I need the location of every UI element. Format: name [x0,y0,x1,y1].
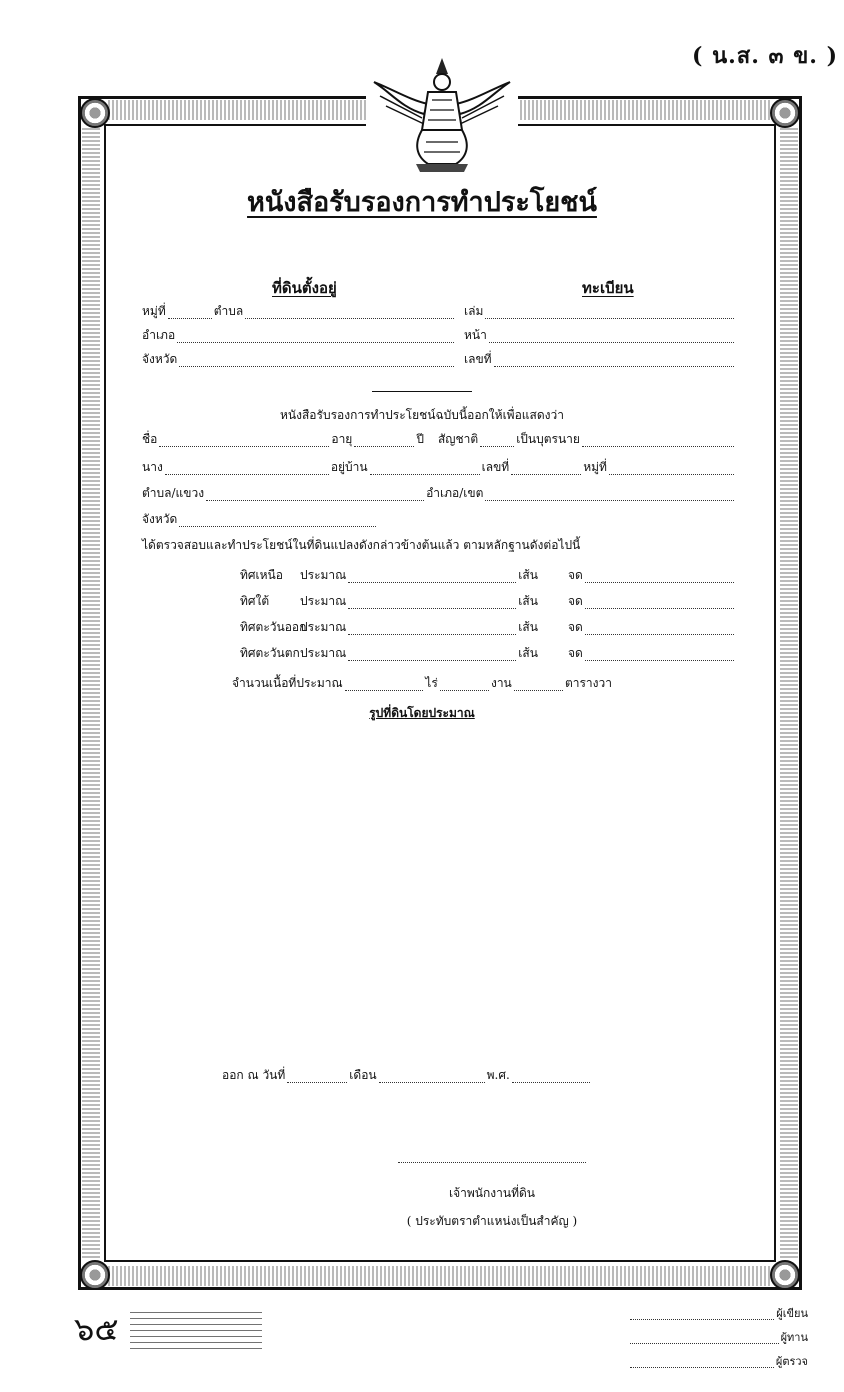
boundary-direction: ทิศตะวันออก [240,620,307,634]
inspector-label: ผู้ตรวจ [775,1355,808,1368]
signature-note: ( ประทับตราตำแหน่งเป็นสำคัญ ) [406,1214,578,1228]
issue-year-field[interactable] [512,1071,590,1083]
house-no-field[interactable] [511,463,581,475]
moo-field[interactable] [609,463,734,475]
inspection-text: ได้ตรวจสอบและทำประโยชน์ในที่ดินแปลงดังกล่าวข้างต้นแล้ว ตามหลักฐานดังต่อไปนี้ [142,538,581,552]
boundary-row [240,644,736,663]
boundary-unit: เส้น [518,568,538,582]
house-field[interactable] [370,463,480,475]
decorative-lines [130,1312,262,1354]
father-field[interactable] [582,435,734,447]
footer-writer-row [628,1304,808,1322]
signature-role: เจ้าพนักงานที่ดิน [449,1186,535,1200]
boundary-row [240,618,736,637]
land-map-area[interactable] [150,730,730,1050]
boundary-adjacent-label: จด [567,620,583,634]
number-label: เลขที่ [464,352,492,366]
boundary-row [240,566,736,585]
area-rai-field[interactable] [345,679,424,691]
writer-field[interactable] [630,1308,774,1320]
footer-inspector-row [628,1352,808,1370]
owner-row-province [142,510,378,529]
area-sqwa-field[interactable] [514,679,563,691]
ethnicity-label: สัญชาติ [437,432,479,446]
boundary-unit: เส้น [518,646,538,660]
inner-border [104,124,776,1262]
year-be-label: พ.ศ. [486,1068,510,1082]
footer-checker-row [628,1328,808,1346]
left-ornament-band [82,128,100,1258]
name-field[interactable] [159,435,329,447]
issue-date-row [222,1066,592,1085]
inspector-field[interactable] [630,1356,774,1368]
document-title: หนังสือรับรองการทำประโยชน์ [247,187,597,218]
boundary-approx-label: ประมาณ [300,568,347,582]
certificate-intro: หนังสือรับรองการทำประโยชน์ฉบับนี้ออกให้เพื่อแสดงว่า [280,408,564,422]
boundary-length-field[interactable] [348,623,516,635]
owner-subdistrict-field[interactable] [206,489,424,501]
father-label: เป็นบุตรนาย [516,432,580,446]
province-label: จังหวัด [142,352,178,366]
district-label: อำเภอ [142,328,176,342]
province-field[interactable] [179,355,454,367]
house-no-label: เลขที่ [481,460,510,474]
boundary-adjacent-field[interactable] [585,571,734,583]
location-row-province [142,350,456,369]
boundary-adjacent-label: จด [567,594,583,608]
page-label: หน้า [464,328,487,342]
owner-row-subdistrict [142,484,736,503]
house-label: อยู่บ้าน [330,460,368,474]
mother-label: นาง [142,460,163,474]
signature-line[interactable] [398,1162,586,1163]
rai-label: ไร่ [425,676,438,690]
bottom-ornament-band [108,1266,772,1286]
boundary-adjacent-label: จด [567,646,583,660]
garuda-emblem-icon [366,52,518,178]
checker-label: ผู้ทาน [780,1331,808,1344]
registration-row-number [464,350,736,369]
boundary-length-field[interactable] [348,649,516,661]
boundary-approx-label: ประมาณ [300,594,347,608]
volume-label: เล่ม [464,304,484,318]
boundary-unit: เส้น [518,620,538,634]
owner-province-label: จังหวัด [142,512,178,526]
owner-subdistrict-label: ตำบล/แขวง [142,486,205,500]
page-field[interactable] [489,331,734,343]
writer-label: ผู้เขียน [776,1307,808,1320]
name-label: ชื่อ [142,432,158,446]
owner-province-field[interactable] [179,515,376,527]
checker-field[interactable] [630,1332,779,1344]
boundary-adjacent-field[interactable] [585,597,734,609]
subdistrict-label: ตำบล [213,304,244,318]
registration-row-page [464,326,736,345]
area-row [232,674,612,693]
corner-ornament-icon [770,1260,800,1290]
issue-month-field[interactable] [379,1071,485,1083]
page-number: ๖๕ [74,1310,119,1348]
land-location-heading: ที่ดินตั้งอยู่ [272,279,337,297]
separator-line [372,391,472,392]
boundary-direction: ทิศเหนือ [240,568,283,582]
sqwa-label: ตารางวา [564,676,612,690]
district-field[interactable] [177,331,454,343]
boundary-length-field[interactable] [348,571,516,583]
corner-ornament-icon [80,1260,110,1290]
boundary-adjacent-label: จด [567,568,583,582]
area-ngan-field[interactable] [440,679,489,691]
boundary-adjacent-field[interactable] [585,623,734,635]
year-label: ปี [416,432,424,446]
subdistrict-field[interactable] [245,307,454,319]
corner-ornament-icon [770,98,800,128]
owner-row-name [142,430,736,449]
village-label: หมู่ที่ [142,304,166,318]
issue-day-field[interactable] [287,1071,347,1083]
boundary-approx-label: ประมาณ [300,646,347,660]
boundary-approx-label: ประมาณ [300,620,347,634]
owner-row-address [142,458,736,477]
mother-field[interactable] [165,463,329,475]
area-label: จำนวนเนื้อที่ประมาณ [232,676,343,690]
corner-ornament-icon [80,98,110,128]
number-field[interactable] [494,355,734,367]
registration-row-volume [464,302,736,321]
boundary-direction: ทิศตะวันตก [240,646,300,660]
boundary-length-field[interactable] [348,597,516,609]
ethnicity-field[interactable] [480,435,514,447]
form-code: ( น.ส. ๓ ข. ) [692,43,838,69]
village-field[interactable] [168,307,212,319]
right-ornament-band [780,128,798,1258]
registration-heading: ทะเบียน [582,279,634,297]
boundary-row [240,592,736,611]
ngan-label: งาน [490,676,512,690]
moo-label: หมู่ที่ [583,460,607,474]
location-row-district [142,326,456,345]
volume-field[interactable] [485,307,734,319]
boundary-unit: เส้น [518,594,538,608]
map-heading: รูปที่ดินโดยประมาณ [369,706,475,720]
boundary-direction: ทิศใต้ [240,594,270,608]
boundary-adjacent-field[interactable] [585,649,734,661]
month-label: เดือน [349,1068,377,1082]
owner-district-label: อำเภอ/เขต [426,486,484,500]
given-at-label: ออก ณ วันที่ [222,1068,286,1082]
location-row-village [142,302,456,321]
age-label: อายุ [331,432,353,446]
age-field[interactable] [354,435,414,447]
owner-district-field[interactable] [485,489,734,501]
